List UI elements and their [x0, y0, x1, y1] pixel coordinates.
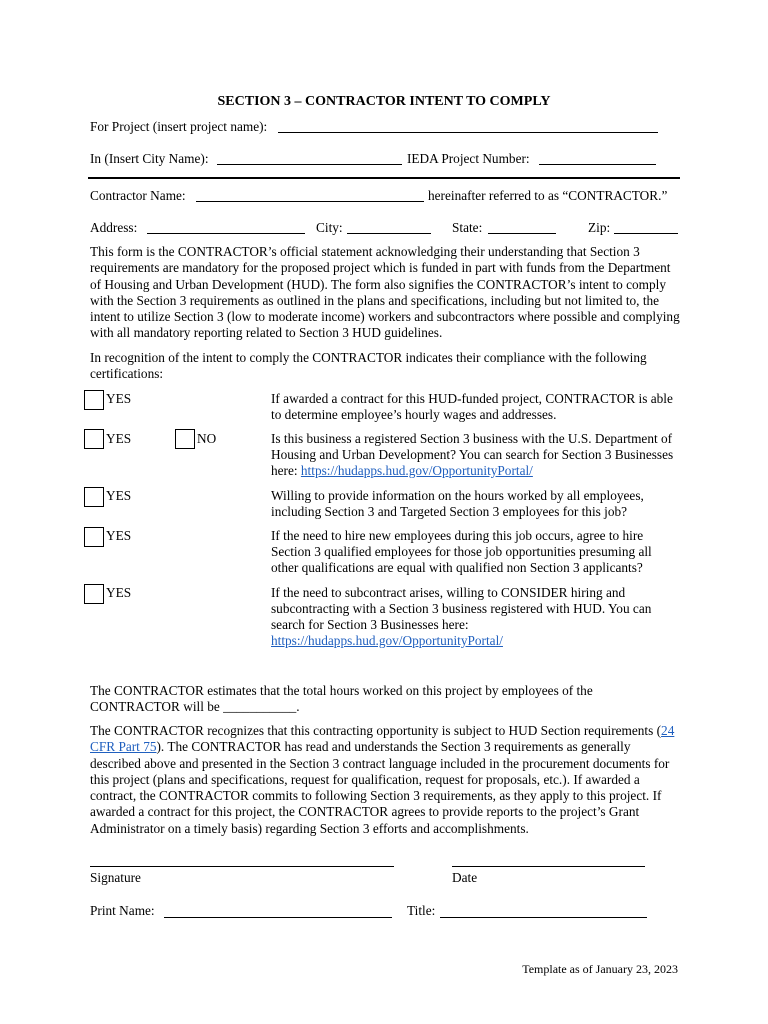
cert5-block	[271, 585, 681, 649]
page-title: SECTION 3 – CONTRACTOR INTENT TO COMPLY	[217, 94, 551, 109]
ieda-project-number-field[interactable]	[539, 164, 656, 165]
recognition-paragraph: In recognition of the intent to comply the CONTRACTOR indicates their compliance with the following certifications:	[90, 350, 647, 382]
project-label: For Project (insert project name):	[90, 119, 268, 134]
cert4-text: If the need to hire new employees during this job occurs, agree to hire Section 3 qualified employees for those job opportunities presuming all other qualifications are equal with qualified non Section 3 applicants?	[271, 528, 652, 575]
signature-label: Signature	[90, 870, 141, 885]
recognizes-paragraph	[90, 723, 680, 837]
template-date-footer: Template as of January 23, 2023	[522, 962, 678, 976]
title-label: Title:	[407, 903, 436, 918]
cert2-yes-checkbox[interactable]	[84, 429, 104, 449]
cert1-yes-checkbox[interactable]	[84, 390, 104, 410]
title-field[interactable]	[440, 917, 647, 918]
cert5-text: If the need to subcontract arises, willing to CONSIDER hiring and subcontracting with a Section 3 business registered with HUD. You can search for Section 3 Businesses here:	[271, 585, 652, 632]
city-short-label: City:	[316, 220, 343, 235]
hours-paragraph	[90, 683, 680, 716]
zip-field[interactable]	[614, 233, 678, 234]
cert4-yes-label: YES	[106, 528, 132, 543]
city-label: In (Insert City Name):	[90, 151, 209, 166]
cert1-text: If awarded a contract for this HUD-funded project, CONTRACTOR is able to determine employee’s hourly wages and addresses.	[271, 391, 673, 422]
divider	[88, 177, 680, 179]
address-label: Address:	[90, 220, 138, 235]
ieda-label: IEDA Project Number:	[407, 151, 530, 166]
cert5-yes-checkbox[interactable]	[84, 584, 104, 604]
cert2-text: Is this business a registered Section 3 business with the U.S. Department of Housing and Urban Development? You can search for Section 3 Businesses here:	[271, 431, 674, 478]
intro-paragraph: This form is the CONTRACTOR’s official statement acknowledging their understanding that Section 3 requirements are mandatory for the proposed project which is funded in part with funds from the Department of Housing and Urban Development (HUD). The form also signifies the CONTRACTOR’s intent to comply with the Section 3 requirements as outlined in the plans and specifications, including but not limited to, the intent to utilize Section 3 (low to moderate income) workers and subcontractors where possible and complying with all mandatory reporting related to Section 3 HUD guidelines.	[90, 244, 680, 341]
recognizes-pre: The CONTRACTOR recognizes that this contracting opportunity is subject to HUD Section requirements (	[90, 723, 662, 738]
cert2-link[interactable]: https://hudapps.hud.gov/OpportunityPortal/	[300, 462, 533, 478]
state-label: State:	[452, 220, 483, 235]
signature-field[interactable]	[90, 866, 394, 867]
hours-text: The CONTRACTOR estimates that the total hours worked on this project by employees of the CONTRACTOR will be	[90, 683, 593, 715]
cfr-link[interactable]: 24 CFR Part 75	[90, 723, 675, 755]
state-field[interactable]	[488, 233, 556, 234]
address-field[interactable]	[147, 233, 305, 234]
cert2-yes-label: YES	[106, 431, 132, 446]
contractor-suffix: hereinafter referred to as “CONTRACTOR.”	[428, 188, 668, 203]
cert3-yes-label: YES	[106, 488, 132, 503]
contractor-name-label: Contractor Name:	[90, 188, 186, 203]
project-name-field[interactable]	[278, 132, 658, 133]
cert2-no-checkbox[interactable]	[175, 429, 195, 449]
city-name-field[interactable]	[217, 164, 402, 165]
cert5-link[interactable]: https://hudapps.hud.gov/OpportunityPortal/	[271, 632, 503, 648]
date-label: Date	[452, 870, 478, 885]
cert5-yes-label: YES	[106, 585, 132, 600]
city-field[interactable]	[347, 233, 431, 234]
cert4-yes-checkbox[interactable]	[84, 527, 104, 547]
recognizes-post: ). The CONTRACTOR has read and understands the Section 3 requirements as generally described above and presented in the Section 3 contract language included in the procurement documents for this project (plans and specifications, request for qualification, request for proposals, etc.). If awarded a contract, the CONTRACTOR commits to following Section 3 requirements, as they apply to this project. If awarded a contract for this project, the CONTRACTOR agrees to provide reports to the project’s Grant Administrator on a timely basis) regarding Section 3 efforts and accomplishments.	[90, 739, 670, 836]
cert3-yes-checkbox[interactable]	[84, 487, 104, 507]
print-name-field[interactable]	[164, 917, 392, 918]
print-name-label: Print Name:	[90, 903, 155, 918]
zip-label: Zip:	[588, 220, 611, 235]
hours-field[interactable]: ___________.	[223, 699, 300, 715]
contractor-name-field[interactable]	[196, 201, 424, 202]
cert2-block	[271, 431, 681, 479]
cert2-no-label: NO	[197, 431, 217, 446]
date-field[interactable]	[452, 866, 645, 867]
cert1-yes-label: YES	[106, 391, 132, 406]
cert3-text: Willing to provide information on the hours worked by all employees, including Section 3 and Targeted Section 3 employees for this job?	[271, 488, 644, 519]
